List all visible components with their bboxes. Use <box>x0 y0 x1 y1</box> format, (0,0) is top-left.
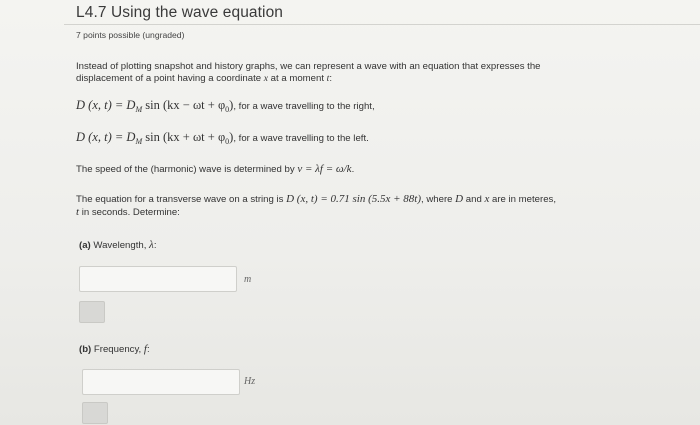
lambda-symbol: λ <box>149 239 154 251</box>
equation-right <box>76 98 375 114</box>
wavelength-unit: m <box>244 274 252 285</box>
question-a-label <box>79 239 156 251</box>
eq-rhs: sin (kx + ωt + φ <box>142 130 226 144</box>
intro-line-1: Instead of plotting snapshot and history graphs, we can represent a wave with an equation that expresses the <box>76 61 541 72</box>
problem-text: in seconds. Determine: <box>79 207 180 218</box>
problem-statement <box>76 193 686 219</box>
question-a-colon: : <box>153 240 157 251</box>
eq-sub: 0 <box>225 104 230 114</box>
intro-text: at a moment <box>268 73 327 84</box>
problem-line-1 <box>76 193 686 206</box>
eq-sub: M <box>135 104 143 114</box>
eq-close: ) <box>229 98 234 112</box>
problem-text: The equation for a transverse wave on a string is <box>76 194 287 205</box>
eq-lhs: D (x, t) = D <box>76 130 136 144</box>
var-x: x <box>263 73 268 84</box>
question-b-label <box>79 343 150 355</box>
eq-sub: M <box>135 136 143 146</box>
frequency-check-button[interactable] <box>82 402 108 424</box>
eq-text: , for a wave travelling to the left. <box>233 133 369 144</box>
question-b-text: Frequency, <box>91 344 144 355</box>
wavelength-check-button[interactable] <box>79 301 105 323</box>
intro-line-2 <box>76 73 676 85</box>
frequency-input[interactable] <box>82 369 240 395</box>
var-t: t <box>76 206 80 218</box>
eq-close: ) <box>229 130 234 144</box>
problem-text: are in meteres, <box>489 194 556 205</box>
var-x: x <box>484 193 490 205</box>
problem-text: and <box>463 194 485 205</box>
problem-formula: D (x, t) = 0.71 sin (5.5x + 88t) <box>286 193 422 205</box>
intro-text: : <box>329 73 332 84</box>
eq-text: , for a wave travelling to the right, <box>233 101 375 112</box>
wavelength-input[interactable] <box>79 266 237 292</box>
title-divider <box>64 24 700 25</box>
problem-title: L4.7 Using the wave equation <box>76 4 284 21</box>
speed-line <box>76 163 676 176</box>
intro-text: displacement of a point having a coordinate <box>76 73 264 84</box>
f-symbol: f <box>143 343 147 355</box>
question-a-number: (a) <box>79 240 91 251</box>
var-d: D <box>455 193 464 205</box>
question-a-text: Wavelength, <box>90 240 150 251</box>
eq-lhs: D (x, t) = D <box>76 98 136 112</box>
eq-rhs: sin (kx − ωt + φ <box>142 98 226 112</box>
problem-text: , where <box>421 194 456 205</box>
problem-line-2 <box>76 206 686 219</box>
equation-left <box>76 130 369 146</box>
speed-text: The speed of the (harmonic) wave is determined by <box>76 164 298 175</box>
speed-formula: v = λf = ω/k <box>297 163 352 175</box>
question-b-number: (b) <box>79 344 92 355</box>
frequency-unit: Hz <box>244 376 256 387</box>
intro-paragraph <box>76 61 676 85</box>
var-t: t <box>326 73 330 84</box>
points-label: 7 points possible (ungraded) <box>76 30 185 40</box>
eq-sub: 0 <box>225 136 230 146</box>
speed-end: . <box>351 164 355 175</box>
question-b-colon: : <box>146 344 150 355</box>
